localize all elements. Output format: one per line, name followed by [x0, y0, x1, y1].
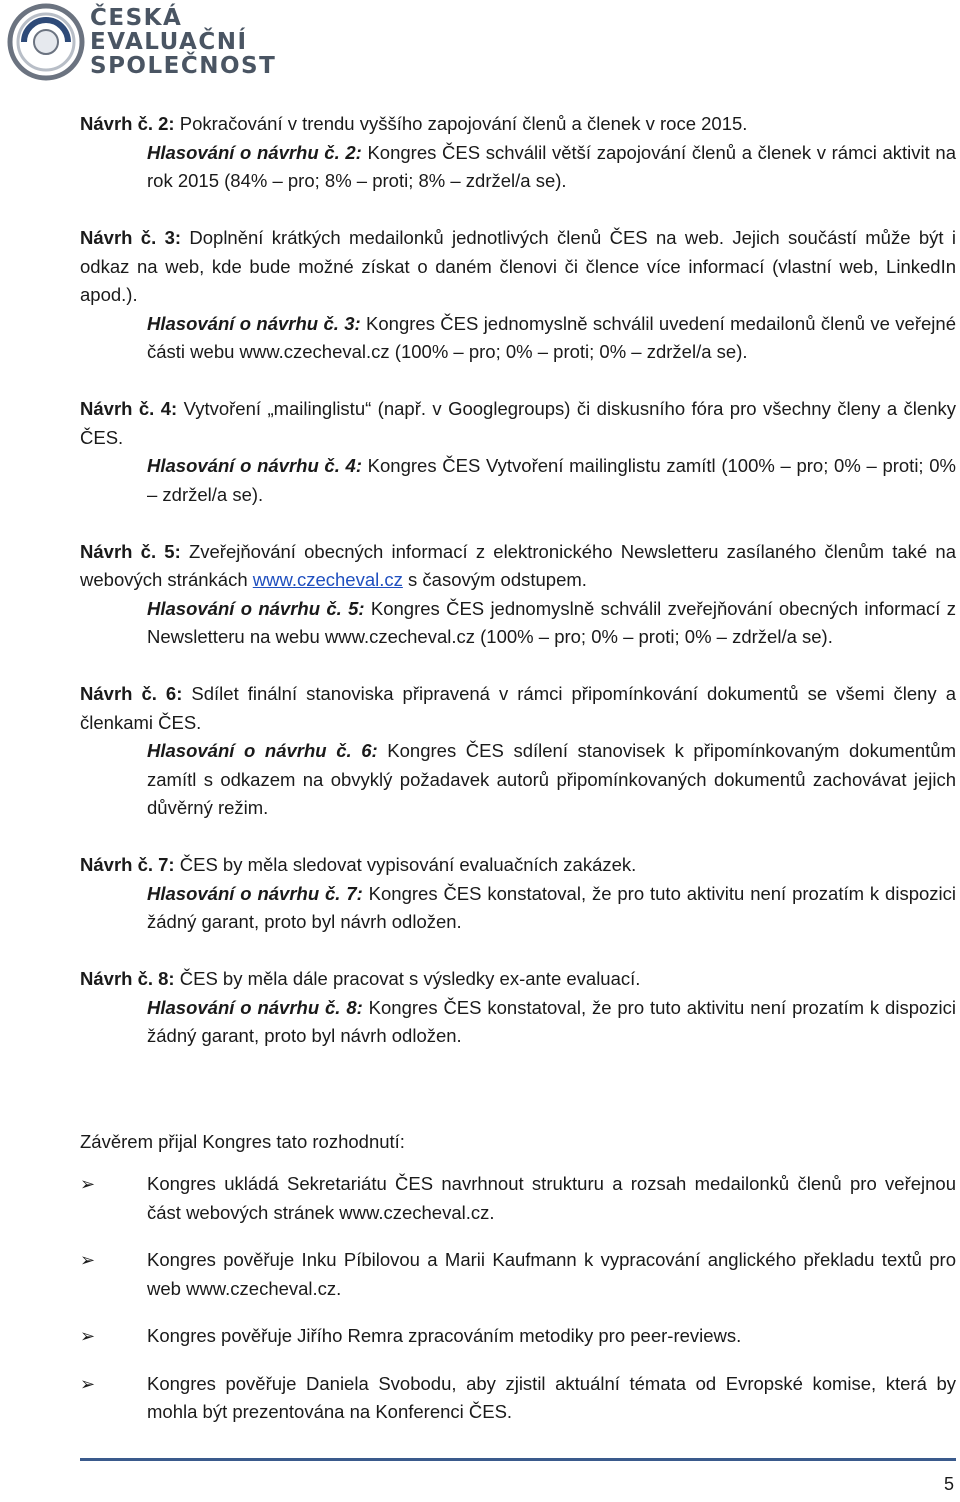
- vote-result: Kongres ČES sdílení stanovisek k připomínkovaným dokumentům zamítl s odkazem na obvyklý požadavek autorů připomínkovaných dokumentů zachovávat jejich důvěrný režim.: [147, 740, 956, 818]
- logo-wordmark: [90, 6, 276, 78]
- logo-line-2: EVALUAČNÍ: [90, 29, 248, 55]
- list-item: [80, 1322, 956, 1351]
- proposal-description: Pokračování v trendu vyššího zapojování členů a členek v roce 2015.: [174, 113, 748, 134]
- list-item: [80, 1170, 956, 1227]
- arrow-bullet-icon: ➢: [80, 1250, 96, 1270]
- vote-result: Kongres ČES schválil větší zapojování členů a členek v rámci aktivit na rok 2015 (84% – pro; 8% – proti; 8% – zdržel/a se).: [147, 141, 956, 191]
- decision-text: Kongres pověřuje Jiřího Remra zpracováním metodiky pro peer-reviews.: [147, 1325, 742, 1346]
- vote-result: Kongres ČES konstatoval, že pro tuto aktivitu není prozatím k dispozici žádný garant, proto byl návrh odložen.: [147, 996, 956, 1046]
- list-item: [80, 1246, 956, 1303]
- proposal-8: [80, 965, 956, 1051]
- logo-line-1: ČESKÁ: [90, 5, 183, 31]
- list-item: [80, 1370, 956, 1427]
- proposal-description: Vytvoření „mailinglistu“ (např. v Googlegroups) či diskusního fóra pro všechny členy a členky ČES.: [80, 398, 956, 448]
- proposal-label: Návrh č. 8:: [80, 968, 175, 989]
- vote-label: Hlasování o návrhu č. 7:: [147, 882, 363, 904]
- vote-label: Hlasování o návrhu č. 3:: [147, 312, 361, 334]
- proposal-description: ČES by měla dále pracovat s výsledky ex-ante evaluací.: [174, 968, 641, 989]
- proposal-2: [80, 110, 956, 196]
- vote-result: Kongres ČES jednomyslně schválil zveřejňování obecných informací z Newsletteru na webu www.czecheval.cz (100% – pro; 0% – proti; 0% – zdržel/a se).: [147, 597, 956, 647]
- proposal-3: [80, 224, 956, 367]
- proposal-label: Návrh č. 7:: [80, 854, 175, 875]
- vote-text: [80, 595, 956, 652]
- proposal-label: Návrh č. 3:: [80, 227, 182, 248]
- proposal-description: Doplnění krátkých medailonků jednotlivých členů ČES na web. Jejich součástí může být i odkaz na web, kde bude možné získat o daném členovi či člence více informací (vlastní web, LinkedIn apod.).: [80, 227, 956, 305]
- vote-result: Kongres ČES Vytvoření mailinglistu zamítl (100% – pro; 0% – proti; 0% – zdržel/a se).: [147, 455, 956, 505]
- organization-logo: [6, 2, 296, 82]
- proposal-text: [80, 680, 956, 737]
- vote-text: [80, 880, 956, 937]
- vote-label: Hlasování o návrhu č. 8:: [147, 996, 363, 1018]
- proposal-description-end: s časovým odstupem.: [402, 569, 587, 590]
- proposal-text: [80, 224, 956, 310]
- proposal-description: ČES by měla sledovat vypisování evaluačních zakázek.: [174, 854, 637, 875]
- proposal-description: Sdílet finální stanoviska připravená v rámci připomínkování dokumentů se všemi členy a členkami ČES.: [80, 683, 956, 733]
- proposal-text: [80, 538, 956, 595]
- page-number: 5: [943, 1474, 954, 1494]
- arrow-bullet-icon: ➢: [80, 1373, 96, 1394]
- proposal-label: Návrh č. 4:: [80, 398, 178, 419]
- logo-ring-icon: [6, 2, 86, 82]
- proposal-4: [80, 395, 956, 509]
- vote-label: Hlasování o návrhu č. 4:: [147, 455, 362, 476]
- proposal-text: [80, 965, 956, 994]
- decisions-list: [80, 1170, 956, 1446]
- arrow-bullet-icon: ➢: [80, 1326, 96, 1346]
- proposal-label: Návrh č. 2:: [80, 113, 175, 134]
- proposals-section: [80, 110, 956, 1079]
- arrow-bullet-icon: ➢: [80, 1174, 96, 1194]
- proposal-text: [80, 110, 956, 139]
- proposal-text: [80, 851, 956, 880]
- proposal-text: [80, 395, 956, 452]
- vote-text: [80, 452, 956, 509]
- vote-text: [80, 310, 956, 367]
- proposal-7: [80, 851, 956, 937]
- proposal-label: Návrh č. 6:: [80, 683, 183, 704]
- vote-text: [80, 139, 956, 196]
- footer-divider: [80, 1458, 956, 1461]
- proposal-description: Zveřejňování obecných informací z elektronického Newsletteru zasílaného členům také na webových stránkách: [80, 540, 956, 590]
- vote-result: Kongres ČES konstatoval, že pro tuto aktivitu není prozatím k dispozici žádný garant, proto byl návrh odložen.: [147, 882, 956, 932]
- vote-result: Kongres ČES jednomyslně schválil uvedení medailonů členů ve veřejné části webu www.czecheval.cz (100% – pro; 0% – proti; 0% – zdržel/a se).: [147, 312, 956, 362]
- proposal-5: [80, 538, 956, 652]
- vote-label: Hlasování o návrhu č. 2:: [147, 141, 362, 163]
- decision-text: Kongres pověřuje Daniela Svobodu, aby zjistil aktuální témata od Evropské komise, která by mohla být prezentována na Konferenci ČES.: [147, 1372, 956, 1422]
- proposal-6: [80, 680, 956, 823]
- proposal-label: Návrh č. 5:: [80, 540, 181, 562]
- website-link[interactable]: www.czecheval.cz: [252, 569, 403, 590]
- vote-text: [80, 737, 956, 823]
- decision-text: Kongres pověřuje Inku Píbilovou a Marii Kaufmann k vypracování anglického překladu textů pro web www.czecheval.cz.: [147, 1249, 956, 1299]
- vote-label: Hlasování o návrhu č. 6:: [147, 740, 378, 761]
- vote-label: Hlasování o návrhu č. 5:: [147, 597, 365, 619]
- conclusion-heading: Závěrem přijal Kongres tato rozhodnutí:: [80, 1131, 405, 1152]
- vote-text: [80, 994, 956, 1051]
- decision-text: Kongres ukládá Sekretariátu ČES navrhnout strukturu a rozsah medailonků členů pro veřejnou část webových stránek www.czecheval.cz.: [147, 1173, 956, 1223]
- logo-line-3: SPOLEČNOST: [90, 53, 277, 79]
